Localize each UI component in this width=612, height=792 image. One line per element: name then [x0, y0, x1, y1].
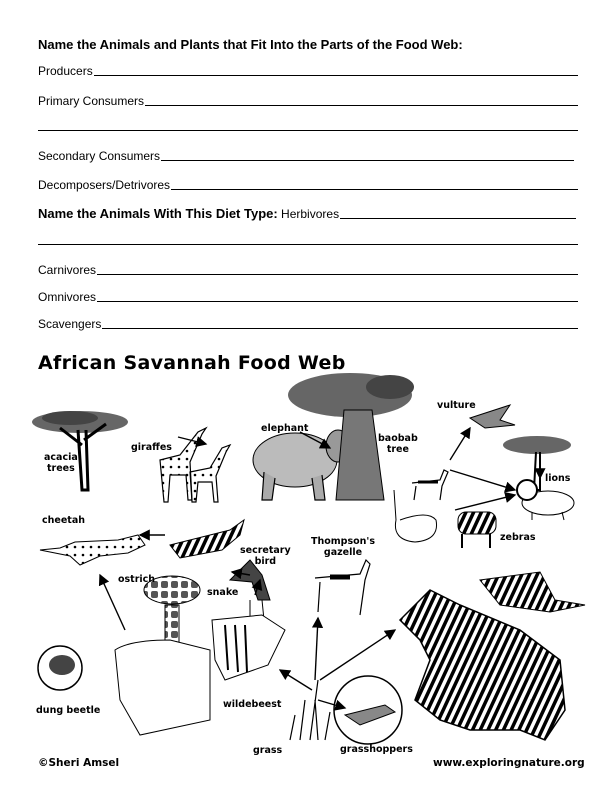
secondary-consumers-label: Secondary Consumers [38, 149, 161, 163]
thompsons-gazelle-label: Thompson's gazelle [311, 536, 375, 558]
worksheet-heading: Name the Animals and Plants that Fit Into the Parts of the Food Web: [38, 37, 463, 52]
baobab-tree-label: baobab tree [378, 433, 418, 455]
omnivores-label: Omnivores [38, 290, 97, 304]
zebra-far-right-icon [480, 572, 585, 612]
lions-label: lions [545, 473, 571, 484]
grass-label: grass [253, 745, 283, 756]
big-zebra-icon [400, 590, 565, 740]
vulture-icon [470, 405, 515, 428]
acacia-trees-label: acacia trees [44, 452, 78, 474]
elephant-label: elephant [261, 423, 309, 434]
ostrich-big-icon [115, 576, 210, 735]
scavengers-label: Scavengers [38, 317, 102, 331]
ostrich-label: ostrich [118, 574, 156, 585]
zebras-icon [458, 512, 496, 548]
primary-consumers-label: Primary Consumers [38, 94, 145, 108]
dung-beetle-label: dung beetle [36, 705, 101, 716]
grasshopper-icon [334, 676, 402, 744]
thompsons-gazelle-icon [315, 560, 370, 615]
diet-heading: Name the Animals With This Diet Type: [38, 206, 278, 221]
gazelle-small-icon [412, 470, 448, 500]
giraffes-icon [160, 428, 230, 502]
zebras-label: zebras [500, 532, 536, 543]
wildebeest-label: wildebeest [223, 699, 282, 710]
snake-label: snake [207, 587, 239, 598]
lions-icon [517, 480, 574, 520]
cheetah-icon [40, 535, 145, 565]
carnivores-label: Carnivores [38, 263, 97, 277]
herbivores-word: Herbivores [281, 207, 340, 221]
copyright-text: ©Sheri Amsel [38, 757, 120, 769]
secretary-bird-label: secretary bird [240, 545, 291, 567]
grasshoppers-label: grasshoppers [340, 744, 413, 755]
food-web-title: African Savannah Food Web [38, 352, 346, 374]
wildebeest-icon [212, 615, 285, 680]
website-link[interactable]: www.exploringnature.org [433, 757, 585, 769]
acacia-tree-icon [32, 411, 128, 490]
giraffes-label: giraffes [131, 442, 172, 453]
ostrich-center-icon [394, 490, 437, 542]
dung-beetle-icon [38, 646, 82, 690]
producers-label: Producers [38, 64, 93, 78]
zebra-running-icon [170, 520, 244, 558]
vulture-label: vulture [437, 400, 476, 411]
cheetah-label: cheetah [42, 515, 85, 526]
decomposers-label: Decomposers/Detrivores [38, 178, 171, 192]
